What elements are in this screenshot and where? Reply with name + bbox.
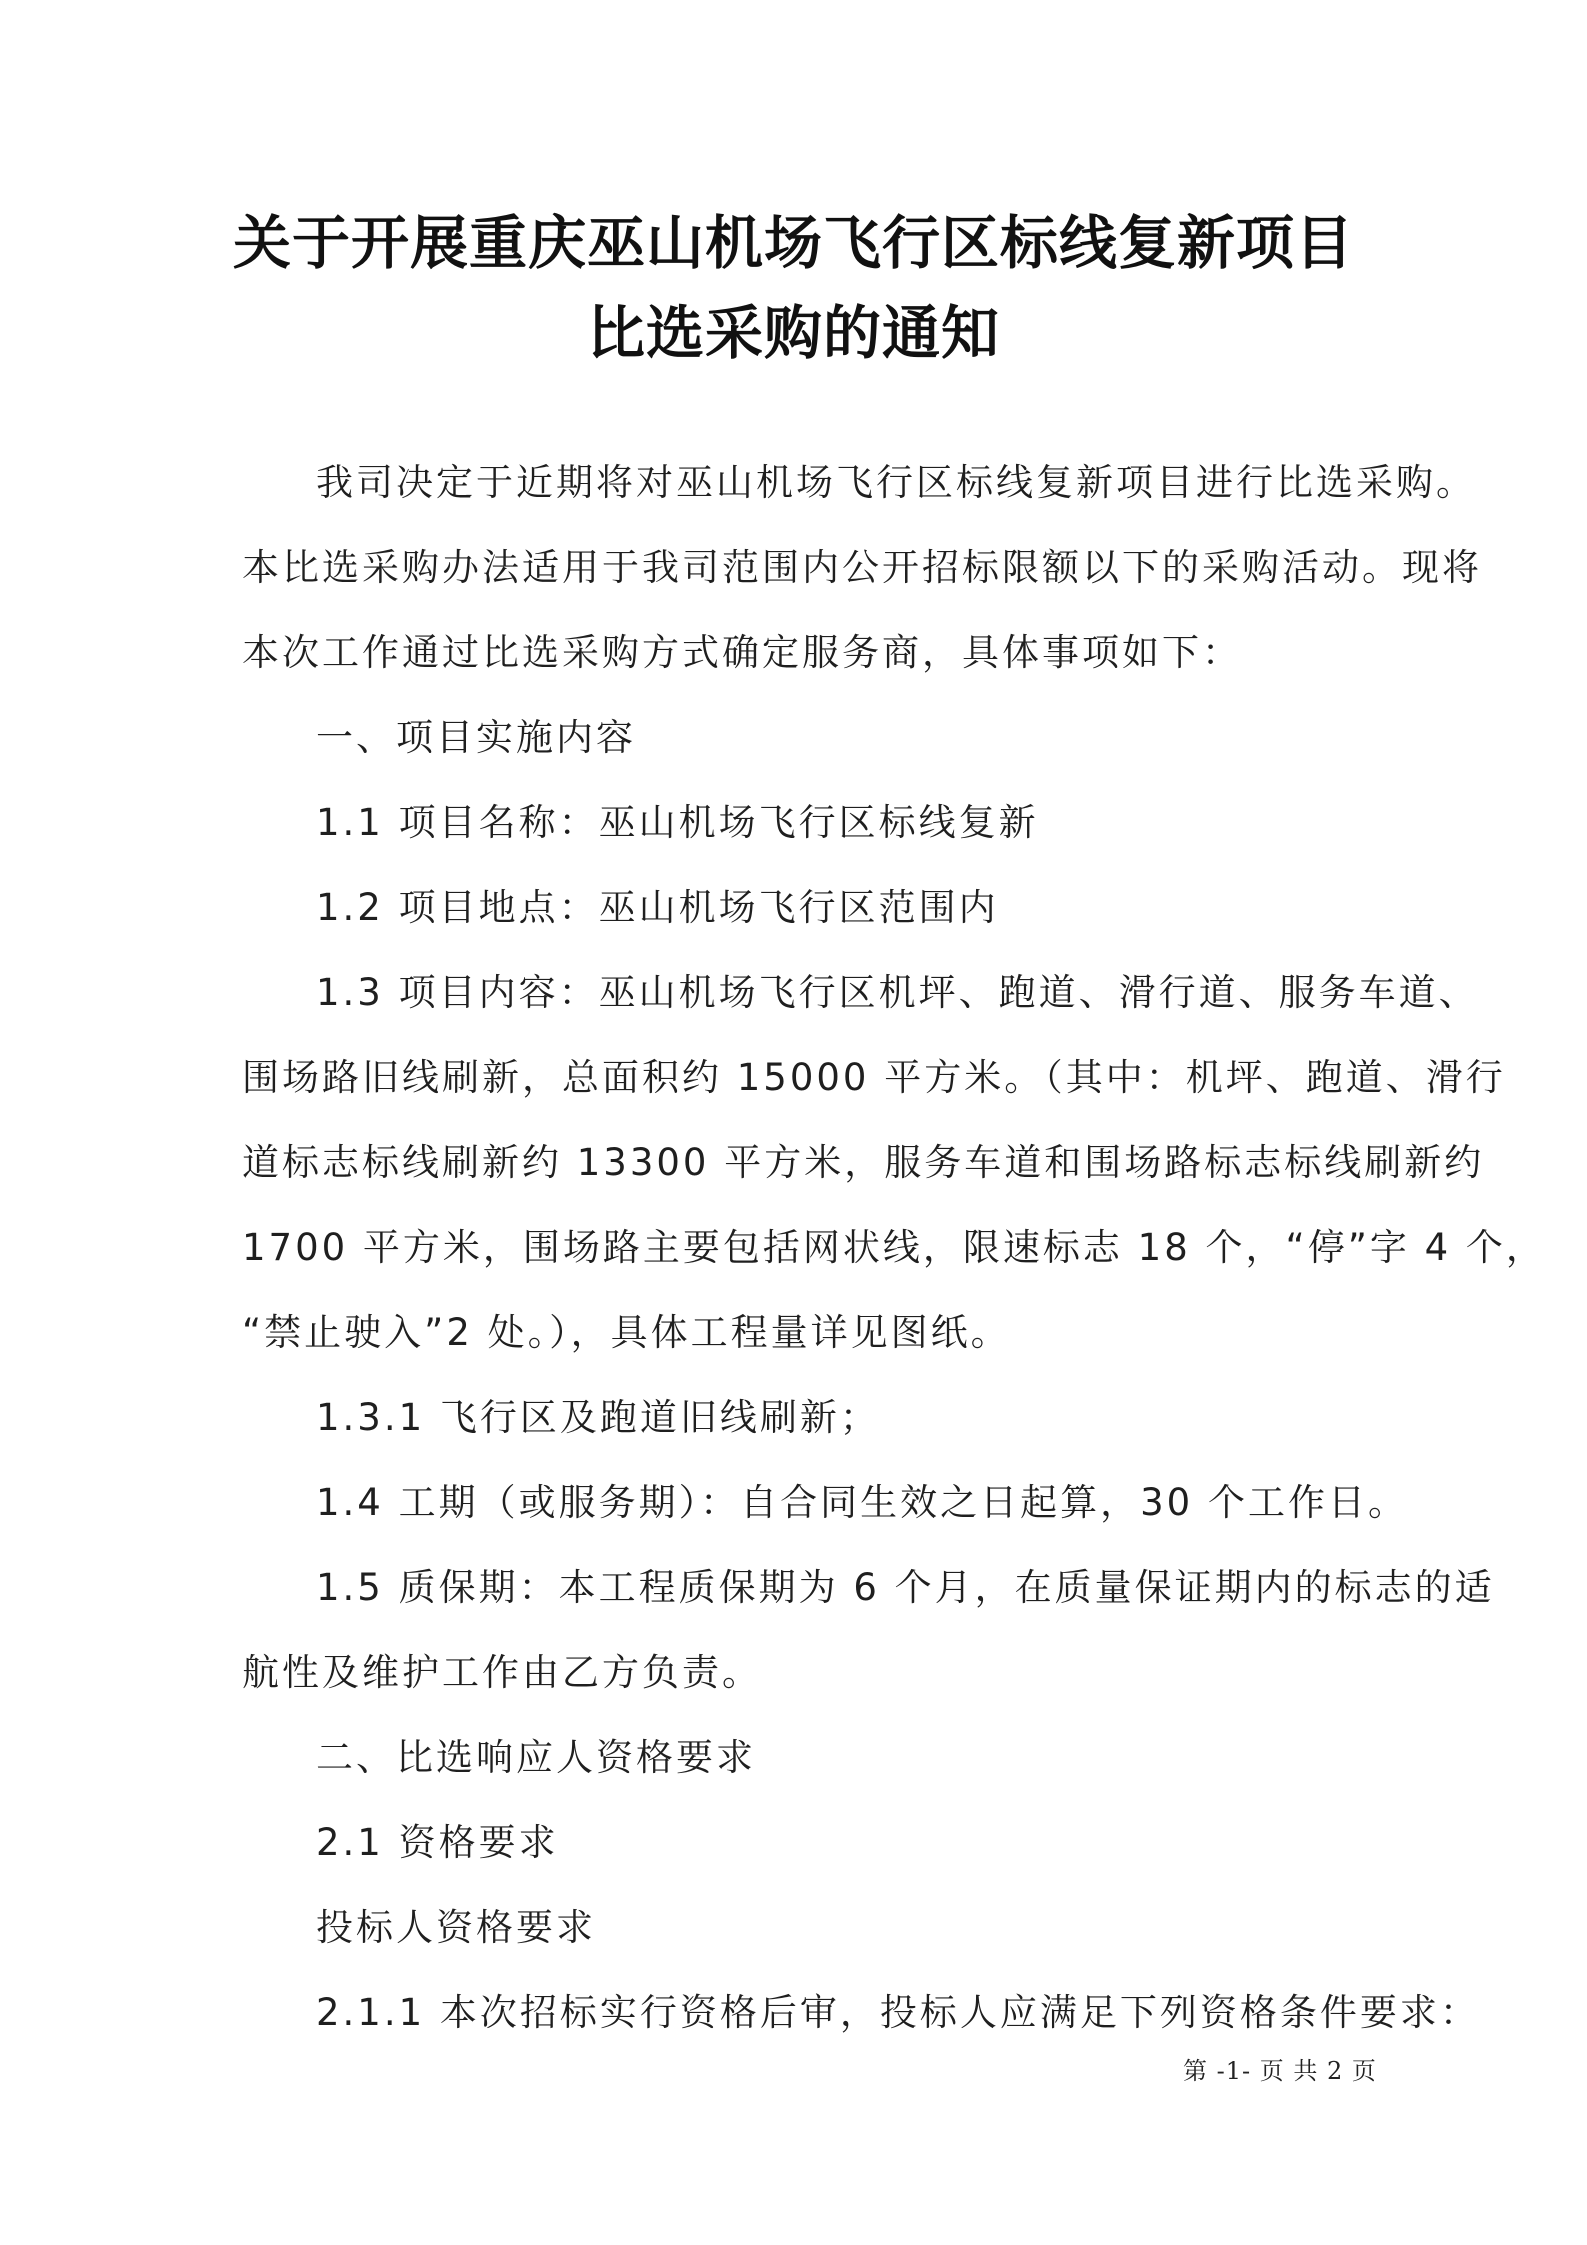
paragraph-line: 1.1 项目名称：巫山机场飞行区标线复新: [316, 801, 1039, 844]
paragraph-line: 1.3.1 飞行区及跑道旧线刷新；: [316, 1396, 880, 1439]
paragraph-line: 2.1.1 本次招标实行资格后审，投标人应满足下列资格条件要求：: [316, 1991, 1480, 2034]
paragraph-line: 2.1 资格要求: [316, 1821, 559, 1864]
paragraph-line: 1.2 项目地点：巫山机场飞行区范围内: [316, 886, 999, 929]
section-heading: 二、比选响应人资格要求: [316, 1736, 756, 1779]
paragraph-line: 1.4 工期（或服务期）：自合同生效之日起算，30 个工作日。: [316, 1481, 1408, 1524]
paragraph-line: 围场路旧线刷新，总面积约 15000 平方米。（其中：机坪、跑道、滑行: [242, 1056, 1506, 1099]
document-title-line-2: 比选采购的通知: [586, 299, 1000, 367]
paragraph-line: 航性及维护工作由乙方负责。: [242, 1651, 762, 1694]
document-title-line-1: 关于开展重庆巫山机场飞行区标线复新项目: [232, 209, 1354, 277]
page-number-footer: 第 -1- 页 共 2 页: [1183, 2057, 1377, 2085]
paragraph-line: 1.5 质保期：本工程质保期为 6 个月，在质量保证期内的标志的适: [316, 1566, 1495, 1609]
paragraph-line: “禁止驶入”2 处。），具体工程量详见图纸。: [242, 1311, 1011, 1354]
paragraph-line: 本比选采购办法适用于我司范围内公开招标限额以下的采购活动。现将: [242, 546, 1482, 589]
section-heading: 一、项目实施内容: [316, 716, 636, 759]
paragraph-line: 投标人资格要求: [316, 1906, 596, 1949]
paragraph-line: 1700 平方米，围场路主要包括网状线，限速标志 18 个，“停”字 4 个，: [242, 1226, 1546, 1269]
paragraph-line: 道标志标线刷新约 13300 平方米，服务车道和围场路标志标线刷新约: [242, 1141, 1485, 1184]
paragraph-line: 我司决定于近期将对巫山机场飞行区标线复新项目进行比选采购。: [316, 461, 1476, 504]
paragraph-line: 本次工作通过比选采购方式确定服务商，具体事项如下：: [242, 631, 1242, 674]
paragraph-line: 1.3 项目内容：巫山机场飞行区机坪、跑道、滑行道、服务车道、: [316, 971, 1479, 1014]
